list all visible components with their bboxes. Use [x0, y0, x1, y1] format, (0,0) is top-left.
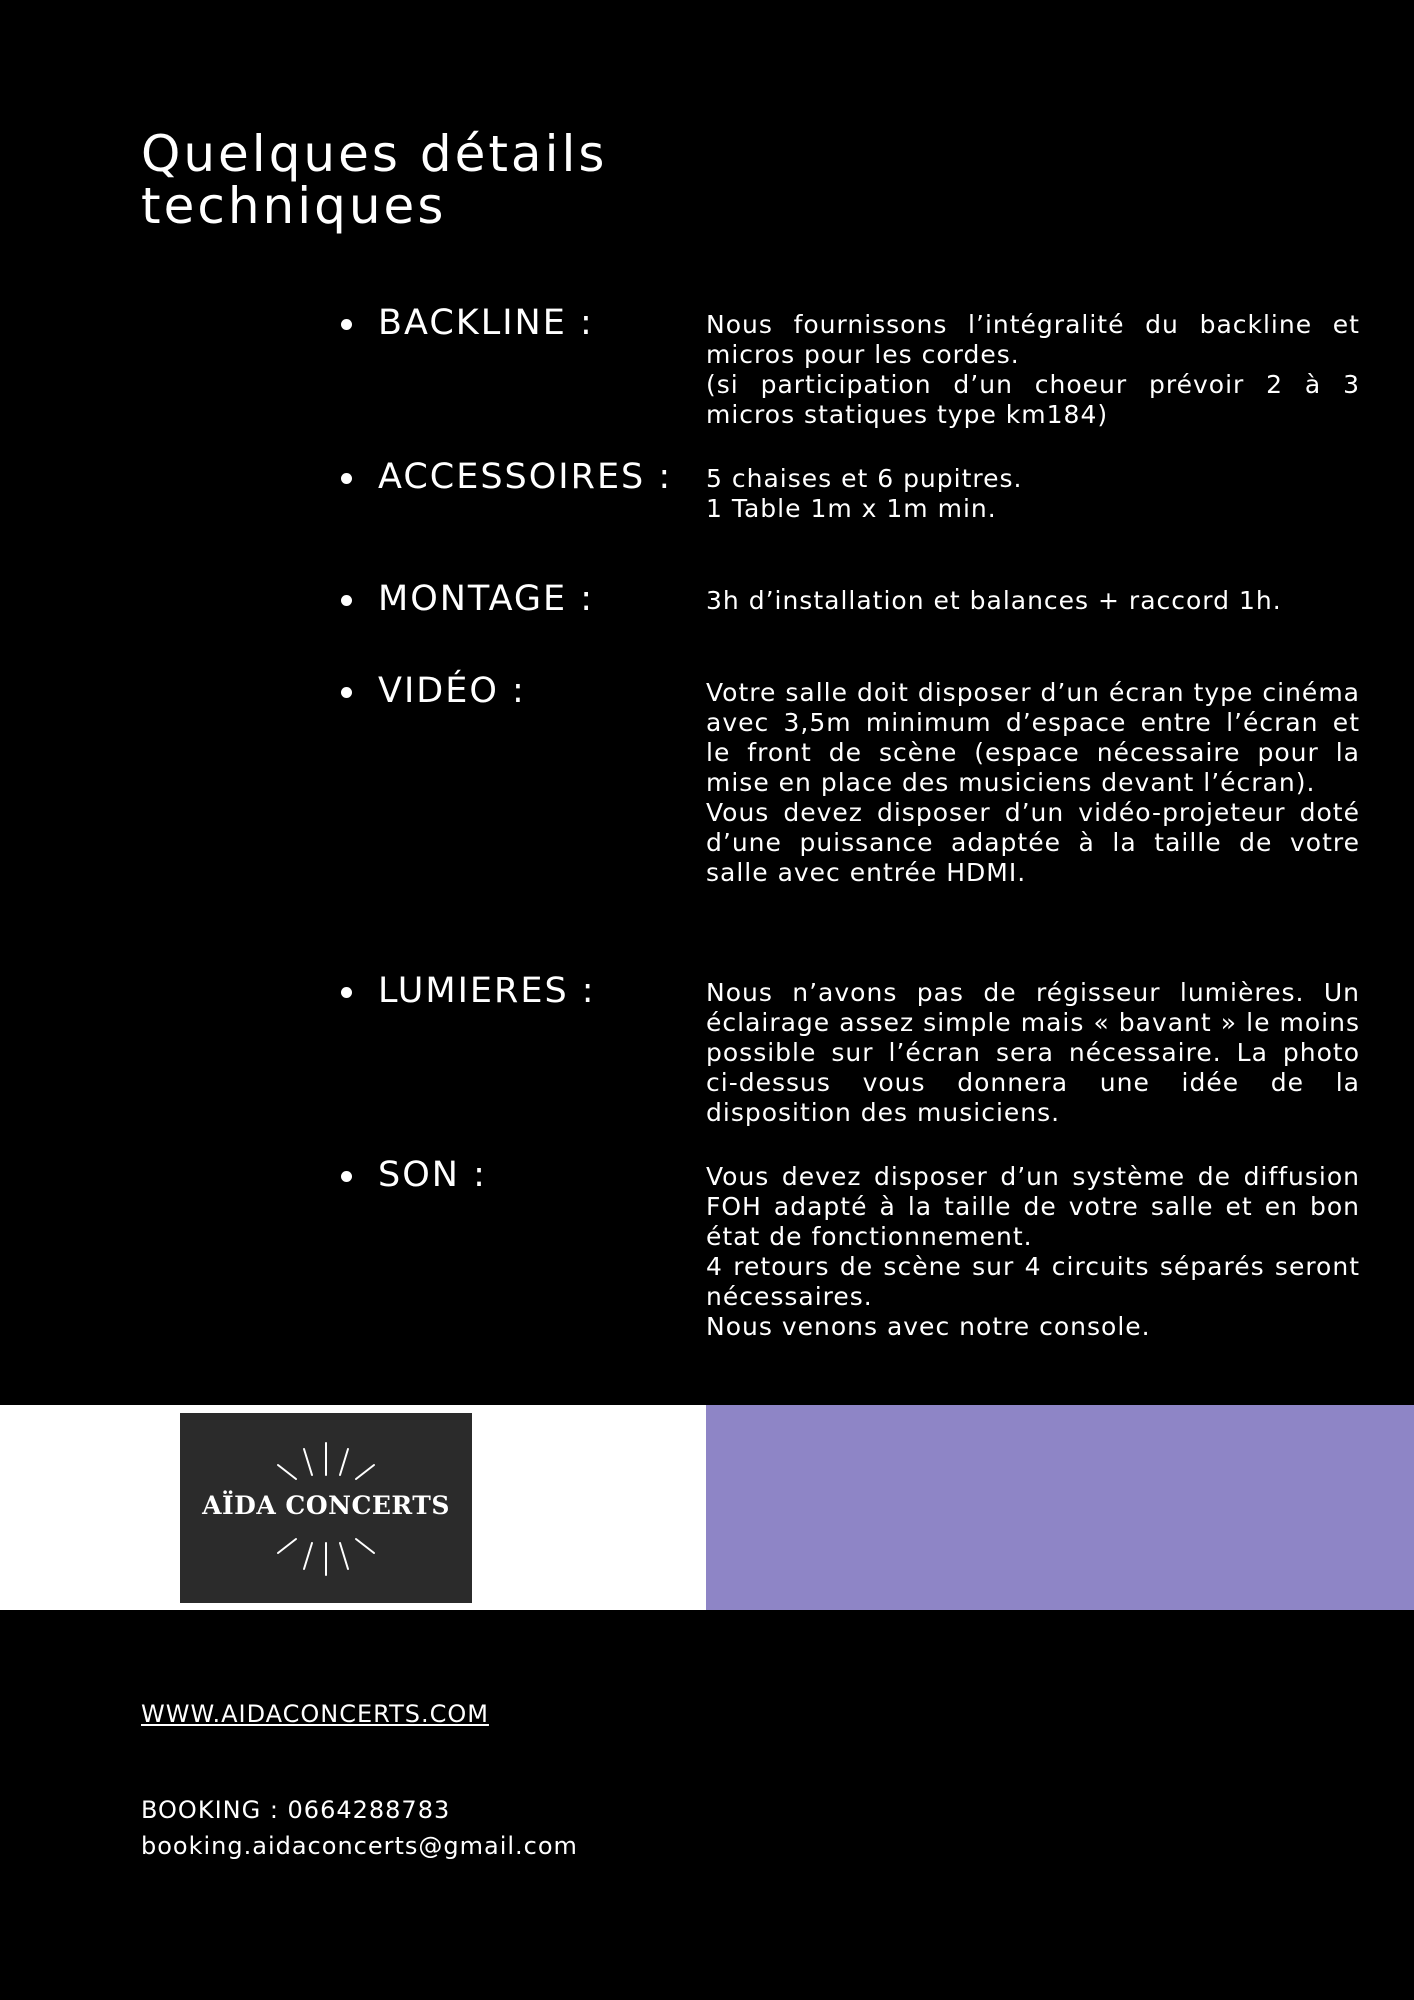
detail-text: 5 chaises et 6 pupitres. 1 Table 1m x 1m min.: [706, 464, 1023, 523]
detail-label: MONTAGE :: [340, 578, 594, 620]
detail-label: BACKLINE :: [340, 302, 594, 344]
booking-email[interactable]: booking.aidaconcerts@gmail.com: [141, 1832, 578, 1860]
detail-text: Nous fournissons l’intégralité du backline et micros pour les cordes. (si participation d’un choeur prévoir 2 à 3 micros statiques type km184): [706, 310, 1360, 429]
detail-text: Vous devez disposer d’un système de diffusion FOH adapté à la taille de votre salle et en bon état de fonctionnement. 4 retours de scène sur 4 circuits séparés seront nécessaires. Nous venons avec notre console.: [706, 1162, 1360, 1341]
band-accent-panel: [706, 1405, 1414, 1610]
detail-label: ACCESSOIRES :: [340, 456, 672, 498]
logo-text: AÏDA CONCERTS: [202, 1491, 450, 1520]
detail-text: 3h d’installation et balances + raccord 1h.: [706, 586, 1282, 615]
detail-text: Nous n’avons pas de régisseur lumières. Un éclairage assez simple mais « bavant » le moins possible sur l’écran sera nécessaire. La photo ci-dessus vous donnera une idée de la disposition des musiciens.: [706, 978, 1360, 1127]
detail-text: Votre salle doit disposer d’un écran type cinéma avec 3,5m minimum d’espace entre l’écran et le front de scène (espace nécessaire pour la mise en place des musiciens devant l’écran). Vous devez disposer d’un vidéo-projeteur doté d’une puissance adaptée à la taille de votre salle avec entrée HDMI.: [706, 678, 1360, 887]
detail-label: SON :: [340, 1154, 487, 1196]
detail-label: VIDÉO :: [340, 670, 526, 712]
detail-label: LUMIERES :: [340, 970, 596, 1012]
website-link[interactable]: WWW.AIDACONCERTS.COM: [141, 1700, 489, 1728]
page-title: Quelques détails techniques: [141, 125, 608, 235]
logo: [180, 1413, 472, 1603]
booking-contact: [141, 1792, 578, 1864]
logo-band: [0, 1405, 1414, 1610]
booking-phone: BOOKING : 0664288783: [141, 1796, 451, 1824]
